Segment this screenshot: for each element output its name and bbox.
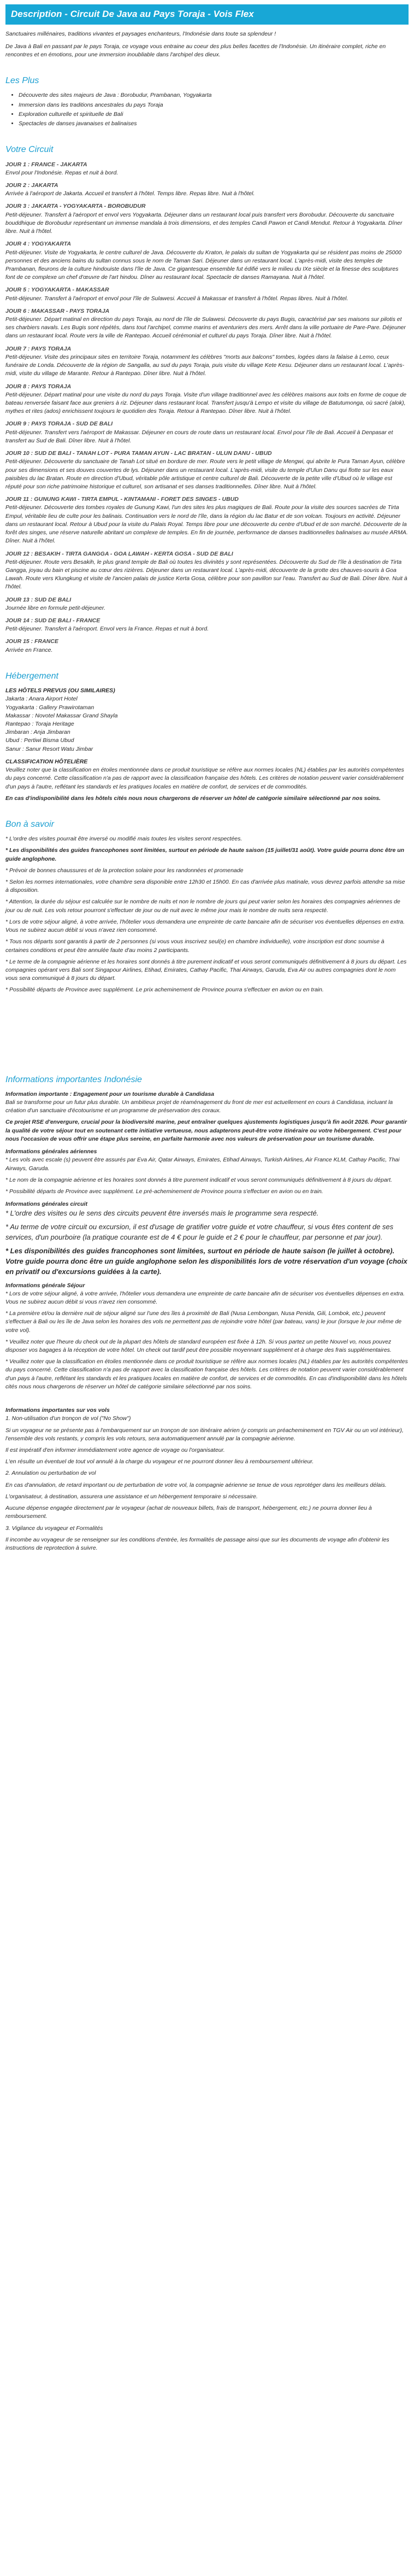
day-title: JOUR 7 : PAYS TORAJA [5, 345, 72, 352]
intro-text: De Java à Bali en passant par le pays Toraja, ce voyage vous entraine au coeur des plus belles facettes de l'Indonésie. Un itinéraire complet, riche en rencontres et en émotions, pour une immersion inoubliable dans l'archipel des dieux. [5, 43, 386, 59]
hotel-item: Sanur : Sanur Resort Watu Jimbar [5, 745, 93, 752]
bonasavoir-item: * Possibilité départs de Province avec supplément. Le prix acheminement de Province pourra s'effectuer en avion ou en train. [5, 986, 324, 994]
day-title: JOUR 1 : FRANCE - JAKARTA [5, 161, 87, 168]
page-title: Description - Circuit De Java au Pays Toraja - Vois Flex [5, 4, 409, 25]
day-description: Petit-déjeuner. Transfert vers l'aéroport de Makassar. Déjeuner en cours de route dans un restaurant local. Envol pour l'île de Bali. Accueil à Denpasar et transfert au Sud de Bali. Dîner libre. Nuit à l'hôtel. [5, 429, 393, 444]
day-description: Journée libre en formule petit-déjeuner. [5, 604, 105, 611]
day-title: JOUR 14 : SUD DE BALI - FRANCE [5, 617, 100, 624]
info-line: 1. Non-utilisation d'un tronçon de vol ("No Show") [5, 1415, 131, 1422]
day-item [5, 495, 409, 545]
hotels-list [5, 695, 409, 753]
day-description: Petit-déjeuner. Visite des principaux sites en territoire Toraja, notamment les célèbres "morts aux balcons" tombes, logées dans la falaise à Lemo, ceux funéraire de Londa. Découverte de la région de Sangalla, au sud du pays Toraja, puis visite du village Kete Kesu. Déjeuner dans un restaurant local. L'après-midi, visite du village de Marante. Retour à Rantepao. Dîner libre. Nuit à l'hôtel. [5, 353, 405, 377]
hotel-item: Rantepao : Toraja Heritage [5, 720, 74, 727]
day-description: Petit-déjeuner. Route vers Besakih, le plus grand temple de Bali où toutes les divinités y sont représentées. Découverte du Sud de l'île à destination de Tirta Gangga, joyau du bain et piscine au cœur des rizières. Déjeuner dans un restaurant local. L'après-midi, découverte de la grotte des chauves-souris à Goa Lawah. Route vers Klungkung et visite de l'ancien palais de justice Kerta Gosa, célèbre pour son pavillon sur l'eau. Transfert au Sud de Bali. Dîner libre. Nuit à l'hôtel. [5, 558, 407, 591]
list-item: • Exploration culturelle et spirituelle de Bali [19, 110, 409, 119]
info-line: * Le nom de la compagnie aérienne et les horaires sont donnés à titre purement indicatif et vous seront communiqués définitivement à 8 jours du départ. [5, 1176, 392, 1183]
day-title: JOUR 3 : JAKARTA - YOGYAKARTA - BOROBUDUR [5, 203, 146, 210]
info-vols-title: Informations importantes sur vos vols [5, 1407, 110, 1414]
day-title: JOUR 4 : YOGYAKARTA [5, 241, 71, 248]
day-title: JOUR 2 : JAKARTA [5, 182, 58, 189]
classification-block [5, 758, 409, 803]
bonasavoir-item: * Les disponibilités des guides francophones sont limitées, surtout en période de haute saison (15 juillet/31 août). Votre guide pourra donc être un guide anglophone. [5, 847, 405, 862]
day-item [5, 596, 409, 612]
day-item [5, 550, 409, 592]
day-description: Arrivée en France. [5, 646, 53, 653]
info-circuit-title: Informations générales circuit [5, 1201, 87, 1208]
info-line: L'organisateur, à destination, assurera une assistance et un hébergement temporaire si nécessaire. [5, 1493, 258, 1500]
bonasavoir-heading: Bon à savoir [5, 819, 54, 829]
hotel-item: Jimbaran : Anja Jimbaran [5, 729, 70, 736]
day-description: Petit-déjeuner. Visite de Yogyakarta, le centre culturel de Java. Découverte du Kraton, le palais du sultan de Yogyakarta qui se résident pas moins de 25000 personnes et des anciens bains du sultan connus sous le nom de Taman Sari. Déjeuner dans un restaurant local. L'après-midi, visite des temples de Prambanan, fleurons de la culture hindouiste dans l'île de Java. Ce gigantesque ensemble fut édifié vers le milieu du IXe siècle et la finesse des sculptures font de ce complexe un chef d'œuvre de l'art hindou. Dîner au restaurant local. Spectacle de danses Ramayana. Nuit à l'hôtel. [5, 249, 402, 281]
day-description: Petit-déjeuner. Transfert à l'aéroport et envol pour l'île de Sulawesi. Accueil à Makassar et transfert à l'hôtel. Repas libres. Nuit à l'hôtel. [5, 295, 348, 302]
info-line: Si un voyageur ne se présente pas à l'embarquement sur un tronçon de son itinéraire aérien (y compris un préacheminement en TGV Air ou un vol intérieur), l'ensemble des vols restants, y compris les vols retours, sera automatiquement annulé par la compagnie aérienne. [5, 1427, 404, 1442]
bonasavoir-list [5, 835, 409, 995]
intro-tagline: Sanctuaires millénaires, traditions vivantes et paysages enchanteurs, l'Indonésie dans toute sa splendeur ! [5, 30, 276, 37]
bonasavoir-item: * Tous nos départs sont garantis à partir de 2 personnes (si vous vous inscrivez seul(e) en chambre individuelle), votre inscription est donc soumise à certaines conditions et peut être annulée faute d'au moins 2 participants. [5, 938, 385, 954]
infos-heading: Informations importantes Indonésie [5, 1074, 142, 1084]
plus-heading: Les Plus [5, 76, 39, 86]
hotel-item: Ubud : Pertiwi Bisma Ubud [5, 737, 74, 744]
bonasavoir-item: * Prévoir de bonnes chaussures et de la protection solaire pour les randonnées et promenade [5, 867, 244, 874]
info-line: * L'ordre des visites ou le sens des circuits peuvent être inversés mais le programme sera respecté. [5, 1209, 319, 1218]
info-aerien [5, 1148, 409, 1196]
day-description: Petit-déjeuner. Départ matinal en direction du pays Toraja, au nord de l'île de Sulawesi. Découverte du pays Bugis, caractérisé par ses maisons sur pilotis et ses charbiers navals. Les Bugis sont répétés, dans tout l'archipel, comme marins et aventuriers des mers. Arrêt dans la ville portuaire de Pare-Pare. Déjeuner dans un restaurant local. Route vers la ville de Rantepao. Accueil cérémonial et culturel du pays Toraja. Dîner libre. Nuit à l'hôtel. [5, 316, 406, 340]
day-item [5, 617, 409, 633]
day-title: JOUR 15 : FRANCE [5, 638, 58, 645]
intro [5, 30, 409, 60]
info-candidasa-title: Information importante : Engagement pour un tourisme durable à Candidasa [5, 1090, 215, 1097]
day-description: Arrivée à l'aéroport de Jakarta. Accueil et transfert à l'hôtel. Temps libre. Repas libre. Nuit à l'hôtel. [5, 190, 255, 197]
info-line: 3. Vigilance du voyageur et Formalités [5, 1524, 103, 1532]
hotel-item: Jakarta : Anara Airport Hotel [5, 696, 78, 703]
bonasavoir-item: * Le terme de la compagnie aérienne et les horaires sont donnés à titre purement indicatif et vous seront communiqués définitivement à 8 jours du départ. Les compagnies opérant vers Bali sont Singapour Airlines, Etihad, Emirates, Cathay Pacific, Thai Airways, Garuda, Eva Air ou autres compagnies dont le nom vous sera communiqué à 8 jours du départ. [5, 958, 407, 982]
day-description: Petit-déjeuner. Transfert à l'aéroport et envol vers Yogyakarta. Déjeuner dans un restaurant local puis transfert vers Borobudur. Découverte du sanctuaire bouddhique de Borobudur représentant un immense mandala à trois dimensions, et des temples Candi Pawon et Candi Mendut. Retour à Yogyakarta. Dîner libre. Nuit à l'hôtel. [5, 211, 403, 235]
info-line: * Lors de votre séjour aligné, à votre arrivée, l'hôtelier vous demandera une empreinte de carte bancaire afin de sécuriser vos éventuelles dépenses en extra. Vous ne subirez aucun débit si vous n'avez rien consommé. [5, 1290, 405, 1305]
hotels-subtitle: LES HÔTELS PREVUS (OU SIMILAIRES) [5, 687, 115, 694]
hotel-item: Yogyakarta : Gallery Prawirotaman [5, 704, 94, 711]
info-candidasa-text2: Ce projet RSE d'envergure, crucial pour la biodiversité marine, peut entraîner quelques ajustements logistiques jusqu'à fin août 2026. Pour garantir la qualité de votre séjour tout en soutenant cette initiative vertueuse, nous adapterons peut-être votre itinéraire ou votre hébergement. C'est pour nous l'occasion de vous offrir une étape plus sereine, en parfaite harmonie avec nos valeurs de préservation pour un tourisme durable. [5, 1119, 407, 1142]
day-title: JOUR 8 : PAYS TORAJA [5, 383, 72, 390]
day-description: Petit-déjeuner. Départ matinal pour une visite du nord du pays Toraja. Visite d'un village traditionnel avec les célèbres maisons aux toits en forme de coque de bateau renversée faisant face aux greniers à riz. Déjeuner dans restaurant local. Transfert jusqu'à Lempo et visite du village de Batutumonga, où sacré (alok), mythes et rites (ados) enrichissent toujours le quotidien des Toraja. Retour à Rantepao. Dîner libre. Nuit à l'hôtel. [5, 391, 407, 415]
info-candidasa-text: Bali se transforme pour un futur plus durable. Un ambitieux projet de réaménagement du front de mer est actuellement en cours à Candidasa, incluant la création d'un sanctuaire d'écotourisme et un programme de préservation des coraux. [5, 1099, 393, 1114]
plus-list [5, 91, 409, 128]
day-item [5, 202, 409, 236]
info-sejour-list [5, 1290, 409, 1391]
info-sejour [5, 1282, 409, 1392]
bonasavoir-item: * L'ordre des visites pourrait être inversé ou modifié mais toutes les visites seront respectées. [5, 836, 243, 843]
day-item [5, 240, 409, 282]
info-line: Il est impératif d'en informer immédiatement votre agence de voyage ou l'organisateur. [5, 1447, 225, 1454]
info-aerien-list [5, 1156, 409, 1196]
day-item [5, 345, 409, 378]
info-line: * Les vols avec escale (s) peuvent être assurés par Eva Air, Qatar Airways, Emirates, Etihad Airways, Turkish Airlines, Air France KLM, Cathay Pacific, Thai Airways, Garuda. [5, 1156, 400, 1172]
circuit-heading: Votre Circuit [5, 145, 54, 155]
day-title: JOUR 6 : MAKASSAR - PAYS TORAJA [5, 307, 110, 314]
info-vols [5, 1406, 409, 1552]
classification-title: CLASSIFICATION HÔTELIÈRE [5, 758, 88, 765]
day-title: JOUR 11 : GUNUNG KAWI - TIRTA EMPUL - KINTAMANI - FORET DES SINGES - UBUD [5, 496, 239, 503]
day-title: JOUR 5 : YOGYAKARTA - MAKASSAR [5, 287, 109, 294]
info-line: Aucune dépense engagée directement par le voyageur (achat de nouveaux billets, frais de transport, hébergement, etc.) ne pourra donner lieu à remboursement. [5, 1505, 372, 1520]
info-circuit-list [5, 1208, 409, 1277]
info-line: 2. Annulation ou perturbation de vol [5, 1470, 96, 1477]
day-title: JOUR 13 : SUD DE BALI [5, 596, 72, 603]
bonasavoir-item: * Selon les normes internationales, votre chambre sera disponible entre 12h30 et 15h00. En cas d'arrivée plus matinale, vous devrez parfois attendre sa mise à disposition. [5, 879, 405, 894]
hotels-block [5, 687, 409, 753]
day-description: Petit-déjeuner. Découverte des tombes royales de Gunung Kawi, l'un des sites les plus magiques de Bali. Route pour la visite des sources sacrées de Tirta Empul, véritable lieu de culte pour les balinais. Continuation vers le nord de l'île, dans la région du lac Batur et de son volcan. Toujours en activité. Déjeuner dans un restaurant local. Retour à Ubud pour la visite du Palais Royal. Temps libre pour une découverte du centre d'Ubud et de son marché. Découverte de la forêt des singes, une réserve naturelle abritant un complexe de temples. En fin de journée, performance de danses traditionnelles balinaises au musée ARMA. Dîner. Nuit à l'hôtel. [5, 504, 408, 545]
list-item: • Spectacles de danses javanaises et balinaises [19, 120, 409, 128]
info-line: * Veuillez noter que la classification en étoiles mentionnée dans ce produit touristique se réfère aux normes locales (NL) établies par les autorités compétentes du pays concerné. Cette classification n'a pas de rapport avec la classification française des hôtels. Les critères de notation peuvent varier considérablement d'un pays à l'autre, reflétant les standards et les pratiques locales en matière de confort, de services et de commodités. En cas d'indisponibilité dans les hôtels cités nous nous chargerons de réserver un hôtel de catégorie similaire sélectionné par nos soins. [5, 1358, 408, 1390]
hotel-item: Makassar : Novotel Makassar Grand Shayla [5, 712, 118, 719]
info-line: Il incombe au voyageur de se renseigner sur les conditions d'entrée, les formalités de passage ainsi que sur les documents de voyage afin d'obtenir les instructions de reprotection à suivre. [5, 1536, 389, 1551]
day-description: Petit-déjeuner. Transfert à l'aéroport. Envol vers la France. Repas et nuit à bord. [5, 626, 209, 633]
info-vols-list [5, 1415, 409, 1552]
day-item [5, 638, 409, 654]
day-item [5, 420, 409, 445]
day-item [5, 182, 409, 198]
day-item [5, 383, 409, 416]
classification-text: Veuillez noter que la classification en étoiles mentionnée dans ce produit touristique se réfère aux normes locales (NL) établies par les autorités compétentes du pays concerné. Cette classification n'a pas de rapport avec la classification française des hôtels. Les critères de notation peuvent varier considérablement d'un pays à l'autre, reflétant les standards et les pratiques locales en matière de confort, de services et de commodités. [5, 767, 404, 790]
classification-note: En cas d'indisponibilité dans les hôtels cités nous nous chargerons de réserver un hôtel de catégorie similaire sélectionné par nos soins. [5, 795, 381, 802]
info-circuit [5, 1200, 409, 1277]
day-title: JOUR 12 : BESAKIH - TIRTA GANGGA - GOA LAWAH - KERTA GOSA - SUD DE BALI [5, 550, 233, 557]
bonasavoir-item: * Lors de votre séjour aligné, à votre arrivée, l'hôtelier vous demandera une empreinte de carte bancaire afin de sécuriser vos éventuelles dépenses en extra. Vous ne subirez aucun débit si vous n'avez rien consommé. [5, 918, 405, 934]
info-candidasa [5, 1090, 409, 1143]
info-line: * Possibilité départs de Province avec supplément. Le pré-acheminement de Province pourra s'effectuer en avion ou en train. [5, 1188, 323, 1195]
info-line: * Au terme de votre circuit ou excursion, il est d'usage de gratifier votre guide et votre chauffeur, si vous êtes content de ses services, d'un pourboire (la pratique courante est de 4 € pour le guide et 2 € pour le chauffeur, par personne et par jour). [5, 1223, 394, 1242]
info-line: * Les disponibilités des guides francophones sont limitées, surtout en période de haute saison (le juillet à octobre). Votre guide pourra donc être un guide anglophone selon les disponibilités lors de votre réservation d'un voyage (choix en privatif ou d'excursions guidées à la carte). [5, 1246, 407, 1276]
day-description: Envol pour l'Indonésie. Repas et nuit à bord. [5, 169, 119, 176]
info-sejour-title: Informations générale Séjour [5, 1282, 85, 1289]
list-item: • Découverte des sites majeurs de Java : Borobudur, Prambanan, Yogyakarta [19, 91, 409, 100]
hebergement-heading: Hébergement [5, 671, 58, 681]
list-item: • Immersion dans les traditions ancestrales du pays Toraja [19, 101, 409, 109]
info-line: * La première et/ou la dernière nuit de séjour aligné sur l'une des îles à proximité de Bali (Nusa Lembongan, Nusa Penida, Gili, Lombok, etc.) peuvent s'effectuer à Bali ou les île de Java selon les horaires des vols ne permettent pas de rejoindre votre hôtel (par bateau, vans) le jour (lorsque le jour même de votre vol). [5, 1310, 402, 1334]
day-description: Petit-déjeuner. Découverte du sanctuaire de Tanah Lot situé en bordure de mer. Route vers le petit village de Mengwi, qui abrite le Pura Taman Ayun, célèbre pour ses dimensions et ses douves couvertes de lys. Déjeuner dans un restaurant local. L'après-midi, visite du temple d'Ulun Danu qui flotte sur les eaux paisibles du lac Bratan. Route en direction d'Ubud, véritable pôle artistique et centre culturel de Bali. Découverte de la petite ville d'Ubud où le village est réputé pour son riche patrimoine historique et culturel, son artisanat et ses danses traditionnelles. Dîner libre. Nuit à l'hôtel. [5, 458, 405, 490]
day-item [5, 286, 409, 302]
day-item [5, 449, 409, 491]
info-aerien-title: Informations générales aériennes [5, 1148, 97, 1155]
info-line: L'en résulte un éventuel de tout vol annulé à la charge du voyageur et ne pourront donner lieu à remboursement ultérieur. [5, 1458, 314, 1465]
day-title: JOUR 9 : PAYS TORAJA - SUD DE BALI [5, 420, 113, 428]
day-item [5, 161, 409, 177]
info-line: En cas d'annulation, de retard important ou de perturbation de votre vol, la compagnie aérienne se tenue de vous reprotéger dans les meilleurs délais. [5, 1481, 387, 1488]
info-line: * Veuillez noter que l'heure du check out de la plupart des hôtels de standard européen est fixée à 12h. Si vous partez un petite Nouvel vo, nous pouvez disposer vos bagages à la réception de votre hôtel. Un check out tardif peut être possible moyennant supplément et à charge des frais supplémentaires. [5, 1338, 392, 1354]
itinerary [5, 161, 409, 655]
day-item [5, 307, 409, 341]
day-title: JOUR 10 : SUD DE BALI - TANAH LOT - PURA TAMAN AYUN - LAC BRATAN - ULUN DANU - UBUD [5, 450, 272, 457]
bonasavoir-item: * Attention, la durée du séjour est calculée sur le nombre de nuits et non le nombre de jours qui peut varier selon les horaires des compagnies aériennes de jour ou de nuit. Les vols retour pourront s'effectuer de jour ou de nuit avec le même jour mais le nombre de nuits sera respecté. [5, 898, 400, 914]
